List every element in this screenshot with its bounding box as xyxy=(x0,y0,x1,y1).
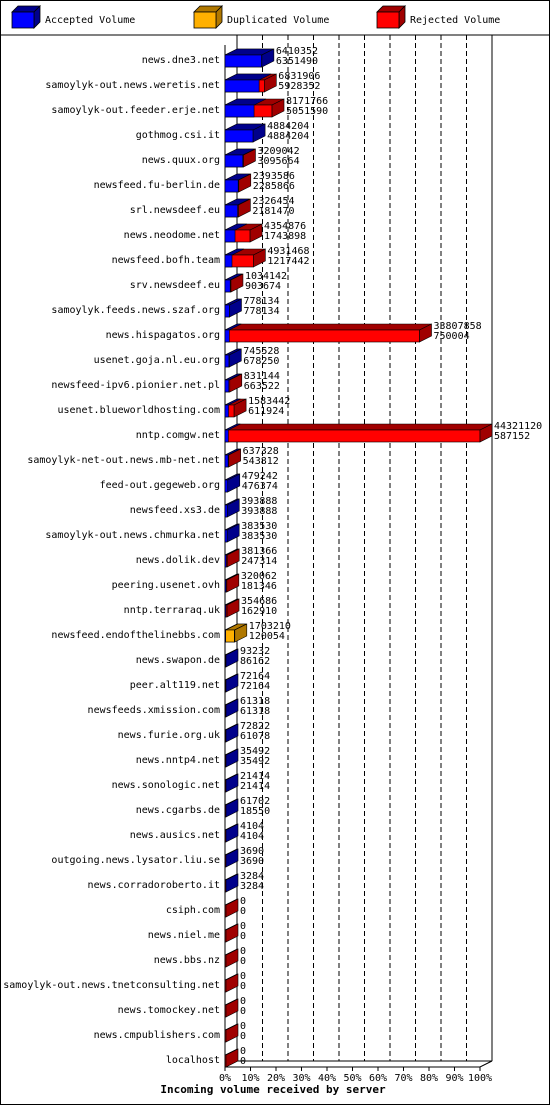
legend-swatch-accepted xyxy=(12,12,34,28)
server-label: news.ausics.net xyxy=(129,830,220,841)
total-value-label: 2393586 xyxy=(252,171,295,182)
accepted-value-label: 0 xyxy=(240,1006,247,1017)
bar-end-side xyxy=(226,949,238,967)
server-label: news.dne3.net xyxy=(141,55,220,66)
accepted-value-label: 86162 xyxy=(240,656,271,667)
bar-accepted xyxy=(225,530,227,542)
bar-accepted xyxy=(225,155,243,167)
bar-end-side xyxy=(229,449,241,467)
bar-rejected xyxy=(225,430,480,442)
server-label: samoylyk-out.news.chmurka.net xyxy=(45,530,220,541)
total-value-label: 0 xyxy=(240,1021,247,1032)
accepted-value-label: 678250 xyxy=(243,356,280,367)
accepted-value-label: 6351490 xyxy=(275,56,319,67)
server-label: news.hispagatos.org xyxy=(105,330,220,341)
total-value-label: 0 xyxy=(240,921,247,932)
x-tick-label: 90% xyxy=(445,1073,464,1084)
accepted-value-label: 0 xyxy=(240,1056,247,1067)
total-value-label: 354686 xyxy=(241,596,278,607)
bar-accepted xyxy=(225,405,229,417)
bar-accepted xyxy=(225,580,226,592)
server-label: newsfeeds.xmission.com xyxy=(87,705,220,716)
server-label: csiph.com xyxy=(165,905,220,916)
accepted-value-label: 3690 xyxy=(240,856,265,867)
server-label: newsfeed-ipv6.pionier.net.pl xyxy=(51,380,220,391)
accepted-value-label: 120054 xyxy=(248,631,285,642)
bar-end-side xyxy=(226,824,238,842)
bar-end-side xyxy=(226,699,238,717)
total-value-label: 33807858 xyxy=(433,321,482,332)
bar-rejected xyxy=(225,330,420,342)
total-value-label: 0 xyxy=(240,1046,247,1057)
bar-accepted xyxy=(225,230,235,242)
accepted-value-label: 383530 xyxy=(241,531,278,542)
accepted-value-label: 61318 xyxy=(240,706,271,717)
bar-end-side xyxy=(226,724,238,742)
bar-end-side xyxy=(226,774,238,792)
server-label: newsfeed.xs3.de xyxy=(129,505,220,516)
bar-accepted xyxy=(225,280,230,292)
bar-end-side xyxy=(226,1024,238,1042)
server-label: newsfeed.endofthelinebbs.com xyxy=(51,630,220,641)
bar-duplicated xyxy=(226,630,235,642)
accepted-value-label: 2181470 xyxy=(252,206,295,217)
x-axis-label: Incoming volume received by server xyxy=(160,1083,386,1096)
accepted-value-label: 0 xyxy=(240,981,247,992)
total-value-label: 0 xyxy=(240,946,247,957)
accepted-value-label: 3095664 xyxy=(257,156,300,167)
server-label: news.bbs.nz xyxy=(153,955,220,966)
legend-label-accepted: Accepted Volume xyxy=(45,15,136,26)
accepted-value-label: 1217442 xyxy=(267,256,310,267)
accepted-value-label: 0 xyxy=(240,956,247,967)
total-value-label: 2326454 xyxy=(252,196,295,207)
total-value-label: 745528 xyxy=(243,346,280,357)
accepted-value-label: 4884204 xyxy=(267,131,310,142)
total-value-label: 21414 xyxy=(240,771,271,782)
accepted-value-label: 35492 xyxy=(240,756,271,767)
total-value-label: 3284 xyxy=(240,871,265,882)
legend-swatch-duplicated xyxy=(194,12,216,28)
server-label: news.niel.me xyxy=(147,930,220,941)
total-value-label: 93232 xyxy=(240,646,271,657)
server-label: usenet.blueworldhosting.com xyxy=(57,405,220,416)
x-tick-label: 20% xyxy=(266,1073,286,1084)
server-label: usenet.goja.nl.eu.org xyxy=(93,355,220,366)
x-tick-label: 50% xyxy=(343,1073,362,1084)
legend-label-rejected: Rejected Volume xyxy=(410,15,501,26)
bar-accepted xyxy=(225,305,229,317)
bar-accepted xyxy=(225,130,253,142)
server-label: news.neodome.net xyxy=(123,230,220,241)
total-value-label: 35492 xyxy=(240,746,271,757)
bar-end-side xyxy=(226,899,238,917)
bar-end-side xyxy=(226,749,238,767)
total-value-label: 1583442 xyxy=(248,396,291,407)
total-value-label: 4354876 xyxy=(264,221,307,232)
bar-end-side xyxy=(226,1049,238,1067)
server-label: feed-out.gegeweb.org xyxy=(99,480,220,491)
bar-accepted xyxy=(225,455,228,467)
server-label: gothmog.csi.it xyxy=(135,130,220,141)
accepted-value-label: 543812 xyxy=(242,456,279,467)
bar-accepted xyxy=(225,480,228,492)
total-value-label: 393888 xyxy=(241,496,278,507)
total-value-label: 1034142 xyxy=(244,271,288,282)
accepted-value-label: 4104 xyxy=(240,831,265,842)
bar-accepted xyxy=(225,205,238,217)
accepted-value-label: 393888 xyxy=(241,506,278,517)
server-label: newsfeed.fu-berlin.de xyxy=(93,180,220,191)
server-label: news.sonologic.net xyxy=(111,780,220,791)
bar-accepted xyxy=(225,505,227,517)
bar-rejected-top xyxy=(225,424,492,430)
server-label: samoylyk-net-out.news.mb-net.net xyxy=(27,455,220,466)
x-tick-label: 100% xyxy=(467,1073,493,1084)
server-label: nntp.terraraq.uk xyxy=(123,605,220,616)
accepted-value-label: 3284 xyxy=(240,881,265,892)
accepted-value-label: 181346 xyxy=(240,581,277,592)
total-value-label: 3690 xyxy=(240,846,265,857)
total-value-label: 4931468 xyxy=(267,246,310,257)
x-tick-label: 40% xyxy=(317,1073,337,1084)
total-value-label: 4104 xyxy=(240,821,265,832)
server-label: outgoing.news.lysator.liu.se xyxy=(51,855,220,866)
server-label: news.nntp4.net xyxy=(135,755,220,766)
total-value-label: 637328 xyxy=(242,446,279,457)
accepted-value-label: 476374 xyxy=(241,481,278,492)
server-label: news.tomockey.net xyxy=(117,1005,220,1016)
accepted-value-label: 18550 xyxy=(240,806,271,817)
server-label: nntp.comgw.net xyxy=(135,430,220,441)
bar-accepted xyxy=(225,605,226,617)
accepted-value-label: 663522 xyxy=(243,381,280,392)
bar-accepted xyxy=(225,380,229,392)
accepted-value-label: 587152 xyxy=(494,431,531,442)
legend-label-duplicated: Duplicated Volume xyxy=(227,15,330,26)
total-value-label: 0 xyxy=(240,996,247,1007)
bar-accepted xyxy=(225,105,254,117)
bar-end-side xyxy=(226,849,238,867)
bar-end-side xyxy=(226,649,238,667)
bar-accepted xyxy=(225,430,228,442)
server-label: news.dolik.dev xyxy=(135,555,220,566)
accepted-value-label: 0 xyxy=(240,906,247,917)
bar-accepted xyxy=(225,55,262,67)
server-label: news.cmpublishers.com xyxy=(93,1030,220,1041)
accepted-value-label: 21414 xyxy=(240,781,271,792)
bar-end-side xyxy=(226,874,238,892)
bar-accepted xyxy=(225,555,226,567)
bar-end-side xyxy=(226,674,238,692)
total-value-label: 72164 xyxy=(240,671,271,682)
total-value-label: 4884204 xyxy=(267,121,310,132)
x-tick-label: 0% xyxy=(218,1073,232,1084)
total-value-label: 383530 xyxy=(241,521,278,532)
server-label: news.corradoroberto.it xyxy=(87,880,220,891)
total-value-label: 8171766 xyxy=(286,96,329,107)
server-label: news.cgarbs.de xyxy=(135,805,220,816)
bar-accepted xyxy=(225,355,229,367)
total-value-label: 831144 xyxy=(243,371,280,382)
accepted-value-label: 0 xyxy=(240,1031,247,1042)
accepted-value-label: 1743898 xyxy=(264,231,307,242)
total-value-label: 479242 xyxy=(241,471,278,482)
legend-swatch-rejected xyxy=(377,12,399,28)
total-value-label: 320062 xyxy=(240,571,277,582)
total-value-label: 3209042 xyxy=(257,146,300,157)
accepted-value-label: 5051590 xyxy=(286,106,329,117)
server-label: samoylyk.feeds.news.szaf.org xyxy=(51,305,220,316)
total-value-label: 1703210 xyxy=(248,621,291,632)
accepted-value-label: 2285866 xyxy=(252,181,295,192)
total-value-label: 0 xyxy=(240,971,247,982)
total-value-label: 778134 xyxy=(243,296,280,307)
accepted-value-label: 162910 xyxy=(241,606,278,617)
total-value-label: 381366 xyxy=(241,546,278,557)
x-tick-label: 10% xyxy=(241,1073,260,1084)
bar-accepted xyxy=(225,80,259,92)
server-label: srv.newsdeef.eu xyxy=(129,280,220,291)
server-label: peer.alt119.net xyxy=(129,680,220,691)
total-value-label: 0 xyxy=(240,896,247,907)
accepted-value-label: 750004 xyxy=(433,331,470,342)
bar-accepted xyxy=(225,255,232,267)
bar-end-side xyxy=(226,974,238,992)
total-value-label: 6831906 xyxy=(278,71,321,82)
bar-rejected-top xyxy=(225,324,432,330)
server-label: newsfeed.bofh.team xyxy=(111,255,220,266)
server-label: news.quux.org xyxy=(141,155,220,166)
server-label: localhost xyxy=(165,1055,220,1066)
bar-end-side xyxy=(226,799,238,817)
accepted-value-label: 778134 xyxy=(243,306,280,317)
server-label: samoylyk-out.feeder.erje.net xyxy=(51,105,220,116)
total-value-label: 61318 xyxy=(240,696,271,707)
chart-floor xyxy=(225,1061,492,1067)
accepted-value-label: 0 xyxy=(240,931,247,942)
total-value-label: 6410352 xyxy=(275,46,319,57)
total-value-label: 44321120 xyxy=(494,421,543,432)
accepted-value-label: 5928352 xyxy=(278,81,321,92)
bar-end-side xyxy=(226,924,238,942)
accepted-value-label: 903674 xyxy=(244,281,282,292)
x-tick-label: 70% xyxy=(394,1073,413,1084)
accepted-value-label: 72164 xyxy=(240,681,271,692)
server-label: news.furie.org.uk xyxy=(117,730,220,741)
server-label: samoylyk-out.news.tnetconsulting.net xyxy=(3,980,220,991)
bar-accepted xyxy=(225,330,229,342)
accepted-value-label: 61078 xyxy=(240,731,271,742)
server-label: samoylyk-out.news.weretis.net xyxy=(45,80,220,91)
bar-accepted xyxy=(225,180,238,192)
server-label: srl.newsdeef.eu xyxy=(129,205,220,216)
accepted-value-label: 611924 xyxy=(248,406,285,417)
x-tick-label: 60% xyxy=(368,1073,388,1084)
bar-end-side xyxy=(226,999,238,1017)
server-label: peering.usenet.ovh xyxy=(111,580,220,591)
accepted-value-label: 247314 xyxy=(241,556,278,567)
total-value-label: 61702 xyxy=(240,796,271,807)
x-tick-label: 80% xyxy=(419,1073,439,1084)
server-label: news.swapon.de xyxy=(135,655,220,666)
total-value-label: 72822 xyxy=(240,721,271,732)
x-tick-label: 30% xyxy=(292,1073,311,1084)
bar-end-side xyxy=(228,474,240,492)
